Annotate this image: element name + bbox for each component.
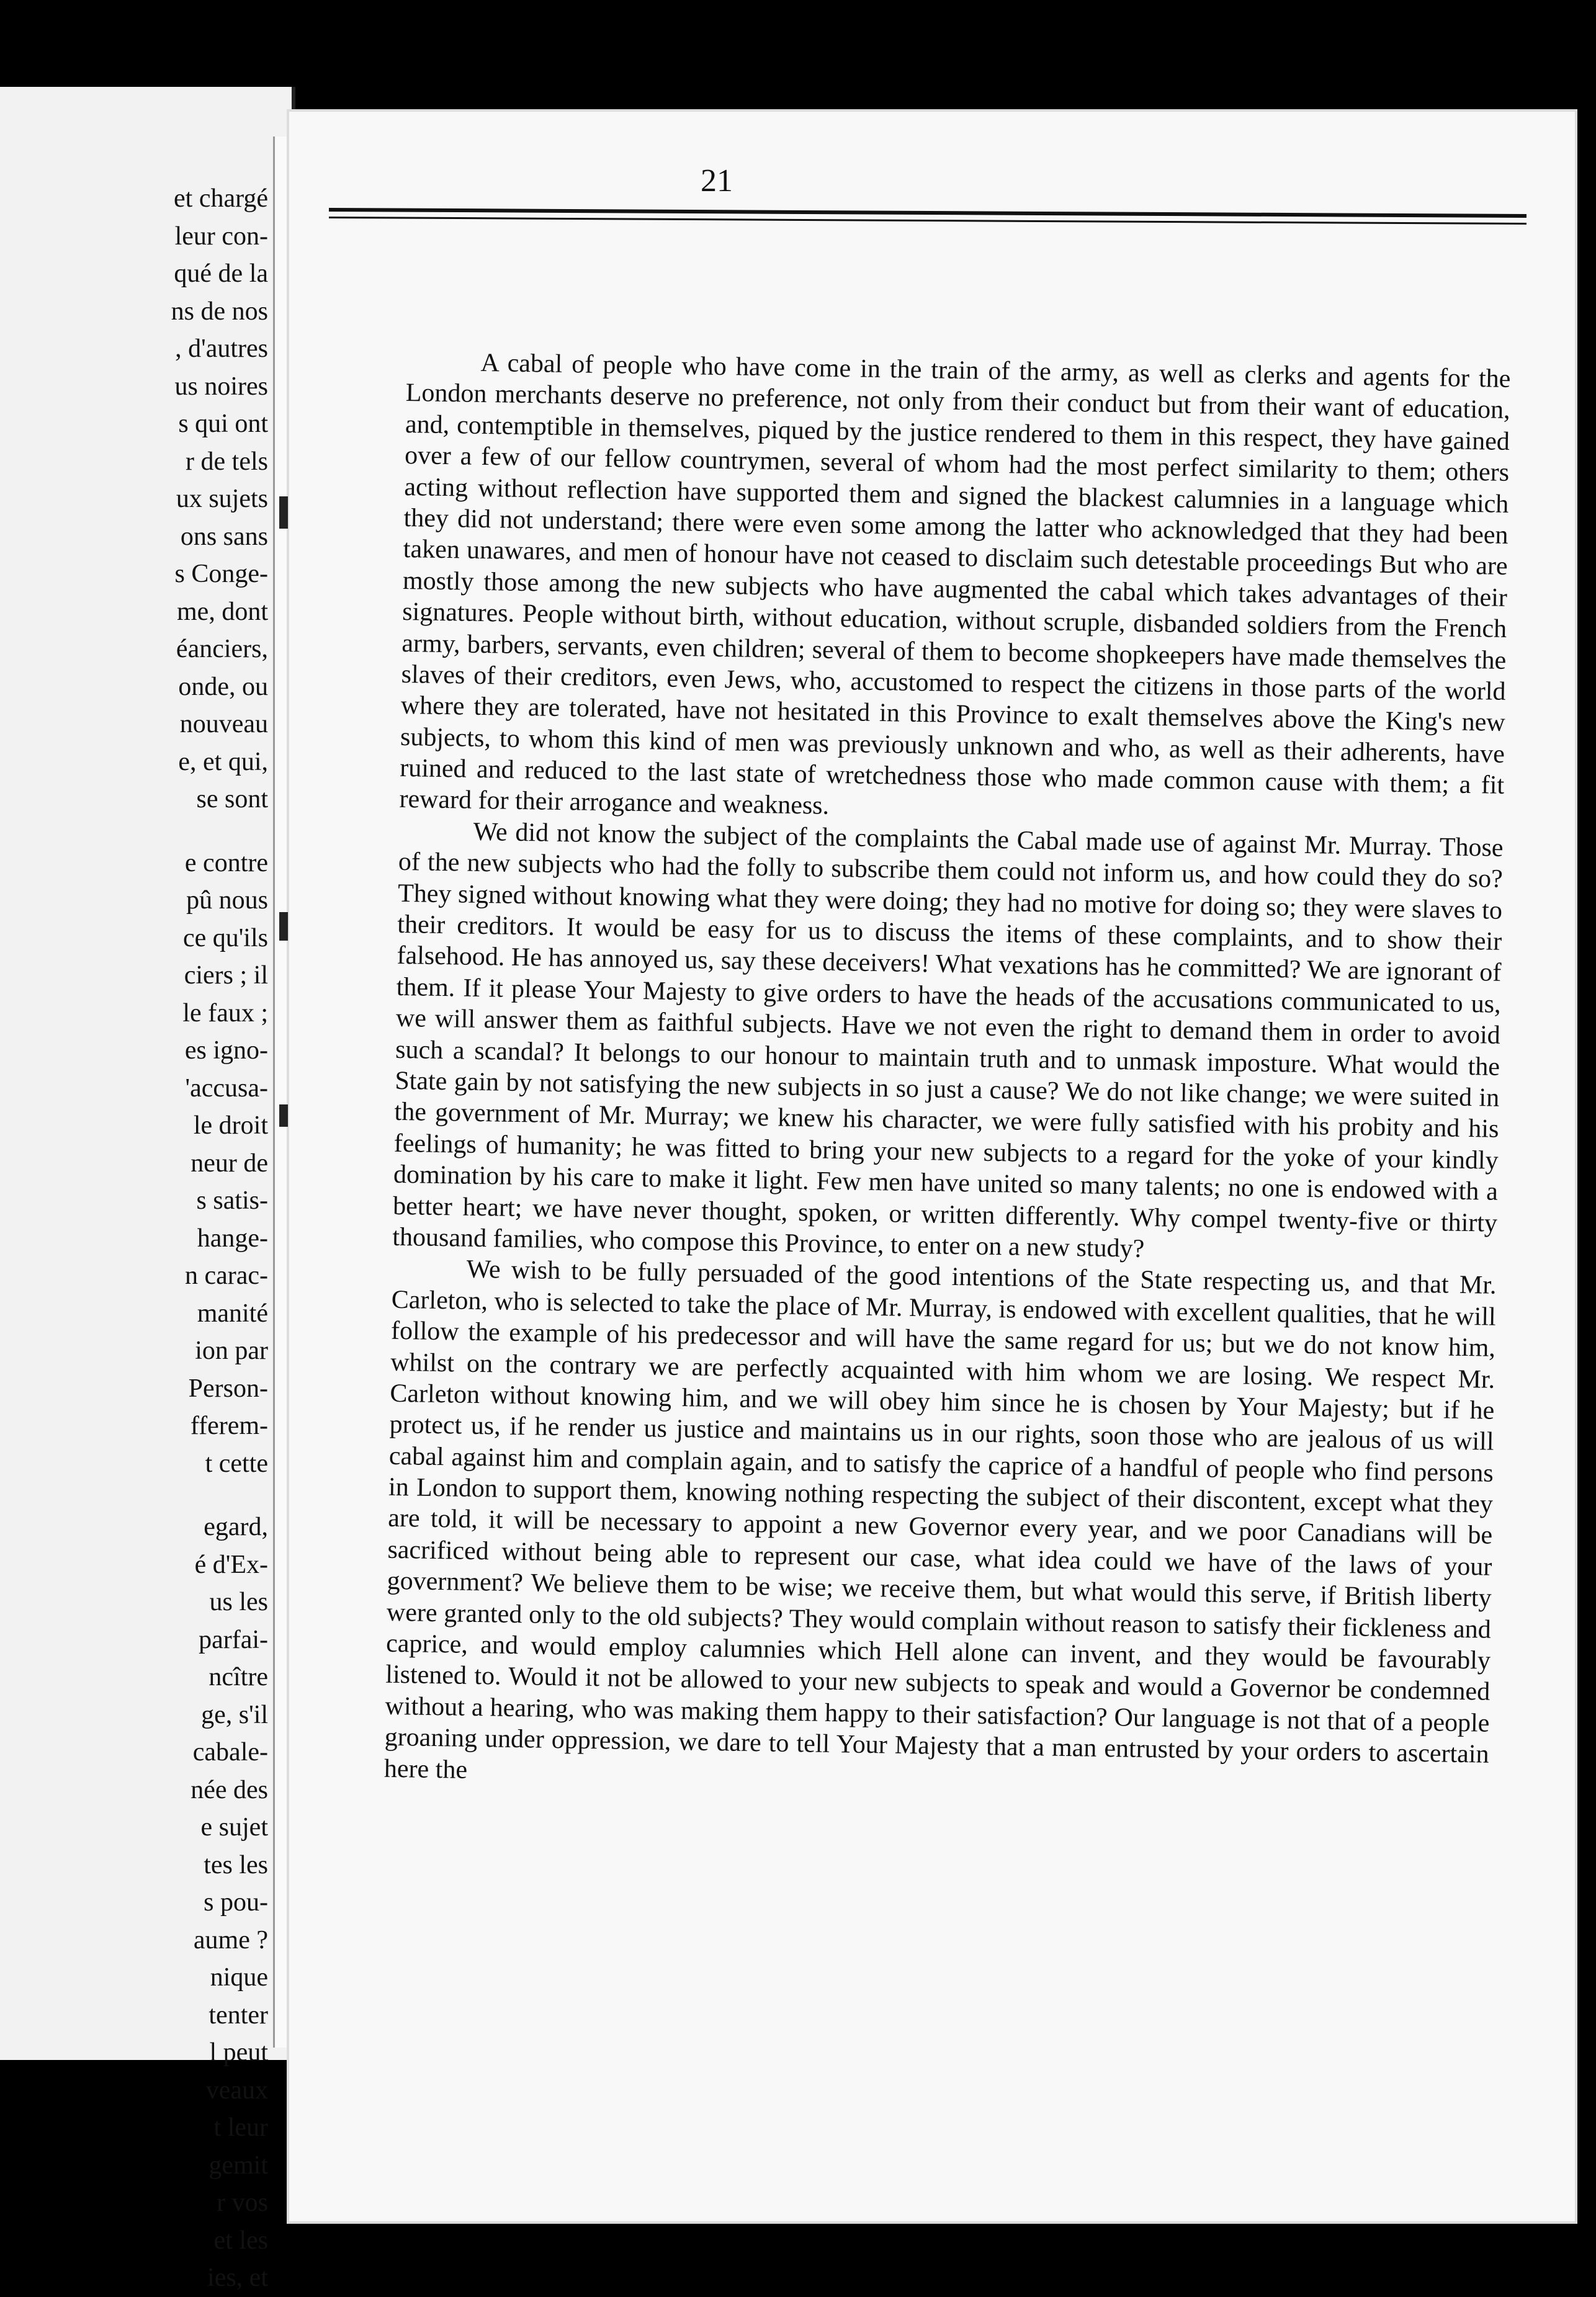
left-page-line: ons sans bbox=[180, 522, 268, 551]
left-page-line: es igno- bbox=[184, 1036, 268, 1065]
left-page-line: us noires bbox=[174, 372, 268, 401]
left-page-line: pû nous bbox=[186, 886, 268, 915]
left-page-line: r de tels bbox=[186, 447, 268, 476]
left-page-line: nique bbox=[210, 1963, 268, 1992]
margin-mark bbox=[279, 1104, 288, 1127]
left-page-line: e contre bbox=[184, 848, 268, 877]
left-page-line: hange- bbox=[197, 1224, 268, 1253]
left-page-line: r vos bbox=[217, 2188, 268, 2217]
margin-mark bbox=[279, 912, 288, 941]
left-page-line: manité bbox=[197, 1299, 268, 1328]
left-page-line: tenter bbox=[208, 2000, 268, 2030]
body-text bbox=[384, 346, 1511, 1802]
left-page-line: parfai- bbox=[199, 1625, 268, 1654]
left-page-line: qué de la bbox=[174, 259, 268, 288]
left-page-line: fferem- bbox=[190, 1412, 268, 1440]
left-page-line: et les bbox=[213, 2226, 268, 2255]
left-page-line: t cette bbox=[205, 1449, 268, 1478]
left-page-line: aume ? bbox=[193, 1925, 268, 1954]
left-page-line: nouveau bbox=[179, 710, 268, 738]
left-page-line: cabale- bbox=[192, 1738, 268, 1766]
left-page-line: ge, s'il bbox=[201, 1700, 268, 1729]
left-page-line: le droit bbox=[193, 1111, 268, 1140]
paragraph-3: We wish to be fully persuaded of the good intentions of the State respecting us, and that Mr. Carleton, who is selected to take the place of Mr. Murray, is endowed with excellent qualities, that he will follow the example of his predecessor and will have the same regard for us; but we do not know him, whilst on the contrary we are perfectly acquainted with him whom we are losing. We respect Mr. Carleton without knowing him, and we will obey him since he is chosen by Your Majesty; but if he protect us, if he render us justice and maintains us in our rights, soon those who are jealous of us will cabal against him and complain again, and to satisfy the caprice of a handful of people who find persons in London to support them, knowing nothing respecting the subject of their discontent, except what they are told, it will be necessary to appoint a new Governor every year, and we poor Canadians will be sacrificed without being able to represent our case, what idea could we have of the laws of your government? We believe them to be wise; we receive them, but what would this serve, if British liberty were granted only to the old subjects? They would complain without reason to satisfy their fickleness and caprice, and would employ calumnies which Hell alone can invent, and they would be favourably listened to. Would it not be allowed to your new subjects to speak and would a Governor be condemned without a hearing, who was making them happy to their satisfaction? Our language is not that of a people groaning under oppression, we dare to tell Your Majesty that a man entrusted by your orders to ascertain here the bbox=[383, 1255, 1497, 1784]
left-fragment-group-b bbox=[0, 844, 268, 1483]
left-page-line: e sujet bbox=[200, 1813, 268, 1842]
left-page-line: 'accusa- bbox=[185, 1073, 268, 1103]
left-page-line: le faux ; bbox=[182, 998, 268, 1028]
left-page-line: ion par bbox=[195, 1337, 268, 1365]
left-page-line: t leur bbox=[213, 2113, 268, 2142]
paragraph-1: A cabal of people who have come in the train of the army, as well as clerks and agents for the London merchants deserve no preference, not only from their conduct but from their want of education, and, contemptible in themselves, piqued by the justice rendered to them in this respect, they have gained over a few of our fellow countrymen, several of whom had the most perfect similarity to them; others acting without reflection have supported them and signed the blackest calumnies in a language which they did not understand; there were even some among the latter who acknowledged that they had been taken unawares, and men of honour have not ceased to disclaim such detestable proceedings But who are mostly those among the new subjects who have augmented the cabal which takes advantages of their signatures. People without birth, without education, without scruple, disbanded soldiers from the French army, barbers, servants, even children; several of them to become shopkeepers have made themselves the slaves of their creditors, even Jews, who, accustomed to respect the citizens in those parts of the world where they are tolerated, have not hesitated in this Province to exalt themselves above the King's new subjects, to whom this kind of men was previously unknown and who, as well as their adherents, have ruined and reduced to the last state of wretchedness those who made common cause with them; a fit reward for their arrogance and weakness. bbox=[399, 348, 1511, 821]
left-page-line: s pou- bbox=[204, 1888, 268, 1917]
left-page-line: leur con- bbox=[174, 222, 268, 251]
left-page-line: veaux bbox=[205, 2075, 268, 2105]
left-page-text bbox=[0, 180, 268, 2297]
margin-mark bbox=[279, 496, 288, 529]
left-page-line: éanciers, bbox=[176, 635, 268, 663]
left-page-line: us les bbox=[209, 1588, 268, 1616]
left-page-line: s satis- bbox=[196, 1186, 268, 1215]
left-page-line: n carac- bbox=[184, 1261, 268, 1290]
left-page-line: ce qu'ils bbox=[182, 923, 268, 952]
left-page-line: e, et qui, bbox=[178, 747, 268, 776]
left-page-line: ciers ; il bbox=[184, 961, 268, 990]
left-page-line: é d'Ex- bbox=[194, 1550, 268, 1579]
left-page-line: ns de nos bbox=[171, 297, 268, 326]
left-page-line: se sont bbox=[196, 785, 268, 813]
left-page-line: et chargé bbox=[174, 184, 268, 213]
left-page-line: ncître bbox=[208, 1663, 268, 1691]
left-page-line: s qui ont bbox=[178, 410, 268, 438]
left-page-line: egard, bbox=[204, 1513, 268, 1541]
left-page-line: , d'autres bbox=[175, 334, 268, 363]
left-page-line: onde, ou bbox=[178, 672, 268, 701]
left-fragment-group-a bbox=[0, 180, 268, 818]
left-page-line: neur de bbox=[191, 1148, 268, 1178]
left-page-line: ux sujets bbox=[176, 485, 268, 513]
left-page-line: née des bbox=[191, 1775, 268, 1804]
left-page-line: gemit bbox=[208, 2151, 268, 2180]
paragraph-2: We did not know the subject of the complaints the Cabal made use of against Mr. Murray. Those of the new subjects who had the folly to subscribe them could not inform us, and how could they do so? They signed without knowing what they were doing; they had no motive for doing so; they were slaves to their creditors. It would be easy for us to discuss the items of these complaints, and to show their falsehood. He has annoyed us, say these deceivers! What vexations has he committed? We are ignorant of them. If it please Your Majesty to give orders to have the heads of the accusations communicated to us, we will answer them as faithful subjects. Have we not even the right to demand them in order to avoid such a scandal? It belongs to our honour to maintain truth and to unmask imposture. What would the State gain by not satisfying the new subjects in so just a cause? We do not like change; we were suited in the government of Mr. Murray; we knew his character, we were fully satisfied with his probity and his feelings of humanity; he was fitted to bring your new subjects to a regard for the yoke of your kindly domination by his care to make it light. Few men have united so many talents; no one is endowed with a better heart; we have never thought, spoken, or written differently. Why compel twenty-five or thirty thousand families, who compose this Province, to enter on a new study? bbox=[392, 817, 1504, 1263]
left-page-line: me, dont bbox=[177, 597, 268, 626]
page-number: 21 bbox=[701, 163, 733, 199]
left-page-line: Person- bbox=[188, 1374, 268, 1403]
left-page-line: ies, et bbox=[207, 2263, 268, 2292]
left-page-line: tes les bbox=[204, 1850, 268, 1879]
left-page-line: s Conge- bbox=[174, 560, 268, 588]
left-fragment-group-c bbox=[0, 1508, 268, 2297]
left-page-line: l peut bbox=[209, 2038, 268, 2067]
